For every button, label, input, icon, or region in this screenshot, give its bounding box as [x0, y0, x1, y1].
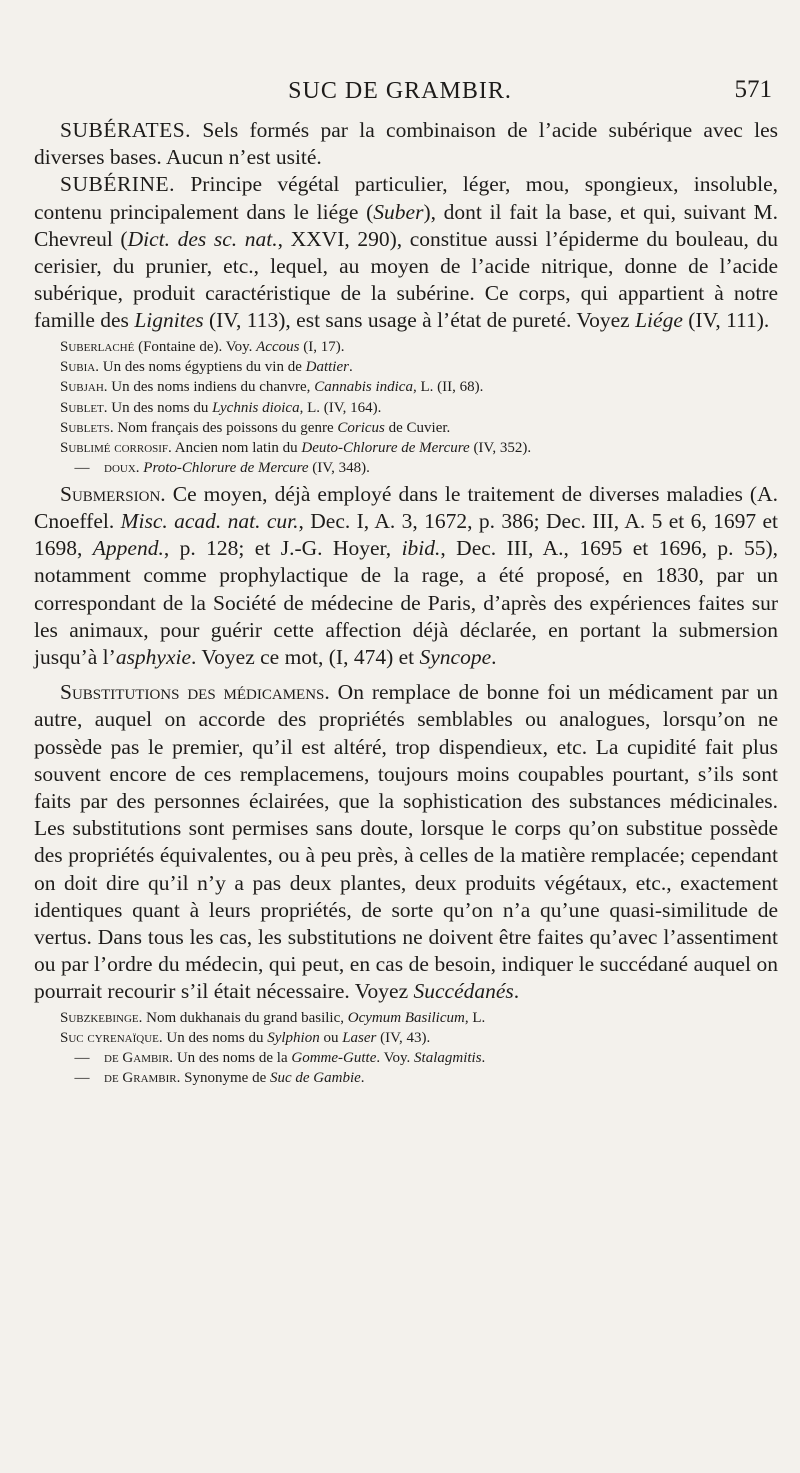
entry-text: ), dont il fait la base, et qui, suivant M. Chevreul ( [34, 199, 778, 251]
ditto-dash: — [74, 1050, 90, 1067]
entry-ref: Coricus [337, 419, 385, 436]
entry-text: (Fontaine de). Voy. [134, 338, 257, 355]
entry-substitutions [34, 679, 778, 1005]
entry-ref: Cannabis indica [314, 379, 413, 396]
entry-text: , XXVI, 290), constitue aussi l’épiderme du bouleau, du cerisier, du prunier, etc., lequel, au moyen de l’acide nitrique, donne de l’acide subérique, produit caractéristique de la subérine. Ce corps, qui appartient à notre famille des [34, 226, 779, 333]
entry-term: de Grambir. [104, 1070, 181, 1087]
entry-text: (IV, 352). [469, 440, 532, 457]
page-number: 571 [734, 76, 772, 103]
entry-text: . Voyez ce mot, (I, 474) et [191, 644, 420, 669]
entry-text: (IV, 111). [682, 308, 770, 333]
entry-suc-grambir [34, 1068, 778, 1088]
entry-text: (IV, 43). [376, 1029, 431, 1046]
ref-liege: Liége [635, 308, 683, 333]
entry-text: Un des noms du [162, 1029, 268, 1046]
entry-term: SUBÉRINE. [60, 172, 175, 197]
entry-text: Synonyme de [180, 1070, 270, 1087]
entry-sublets [34, 418, 778, 438]
entry-sublet [34, 398, 778, 418]
entry-text: . [491, 644, 497, 669]
entry-term: Subia. [60, 358, 99, 375]
entry-term: SUBÉRATES. [60, 118, 192, 142]
entry-ref: Stalagmitis [414, 1050, 482, 1067]
page-body [34, 117, 778, 1089]
entry-text: Ancien nom latin du [171, 440, 302, 457]
entry-text: Sels formés par la combinaison de l’acide subérique avec les diverses bases. Aucun n’est usité. [34, 118, 778, 170]
entry-subia [34, 357, 778, 377]
entry-text: , Dec. I, A. 3, 1672, p. 386; Dec. III, A. 5 et 6, 1697 et 1698, [34, 508, 778, 561]
entry-term: Submersion. [60, 481, 166, 506]
entry-text: Un des noms du [107, 399, 213, 416]
entry-text: . [348, 358, 353, 375]
entry-term: Subzkebinge. [60, 1009, 143, 1026]
entry-ref: Proto-Chlorure de Mercure [143, 460, 309, 477]
entry-text: Un des noms égyptiens du vin de [98, 358, 306, 375]
entry-ref: Sylphion [267, 1029, 320, 1046]
entry-text: Nom français des poissons du genre [113, 419, 338, 436]
entry-text: Principe végétal particulier, léger, mou, spongieux, insoluble, contenu principalement dans le liége ( [34, 172, 778, 224]
entry-text: . [513, 979, 520, 1004]
entry-text: . Voy. [376, 1050, 415, 1067]
ditto-dash: — [74, 1070, 90, 1087]
entry-ref: Laser [342, 1029, 377, 1046]
entry-subzkebinge [34, 1008, 778, 1028]
minor-entries-2 [34, 1008, 778, 1089]
entry-text: On remplace de bonne foi un médicament par un autre, auquel on accorde des propriétés semblables ou analogues, lorsqu’on ne possède pas le premier, qu’il est altéré, trop dispendieux, etc. La cupidité fait plus souvent encore de ces remplacemens, toujours moins coupables pourtant, s’ils sont faits par des personnes éclairées, que la sophistication des substances médicinales. Les substitutions sont permises sans doute, lorsque le corps qu’on substitue possède des propriétés équivalentes, ou à peu près, à celles de la matière remplacée; cependant on doit dire qu’il n’y a pas deux plantes, deux produits végétaux, etc., exactement identiques quant à leurs propriétés, de sorte qu’on n’a qu’une quasi-similitude de vertus. Dans tous les cas, les substitutions ne doivent être faites qu’avec l’assentiment ou par l’ordre du médecin, qui peut, en cas de besoin, indiquer le succédané auquel on pourrait recourir s’il était nécessaire. Voyez [34, 680, 778, 1004]
entry-text: , L. [464, 1009, 486, 1026]
entry-text: (IV, 348). [308, 460, 370, 477]
entry-ref: Suc de Gambie [269, 1070, 361, 1087]
entry-suberine [34, 171, 778, 334]
entry-term: Substitutions des médicamens. [60, 680, 330, 705]
entry-term: Suc cyrenaïque. [60, 1029, 163, 1046]
entry-text: , L. (IV, 164). [299, 399, 382, 416]
ditto-dash: — [74, 460, 90, 477]
entry-text: Un des noms indiens du chanvre, [107, 379, 315, 396]
ref-misc: Misc. acad. nat. cur. [120, 508, 299, 533]
entry-text: , L. (II, 68). [412, 379, 484, 396]
entry-ref: Dattier [305, 358, 349, 375]
entry-sublime-doux [34, 458, 778, 478]
entry-term: Sublet. [60, 399, 108, 416]
entry-text: Un des noms de la [173, 1050, 292, 1067]
entry-text: , p. 128; et J.-G. Hoyer, [163, 536, 402, 561]
entry-term: Sublets. [60, 419, 114, 436]
entry-term: doux. [104, 460, 140, 477]
ref-append: Append. [92, 536, 164, 561]
ref-dict: Dict. des sc. nat. [127, 226, 278, 251]
entry-ref: Deuto-Chlorure de Mercure [301, 440, 470, 457]
ref-syncope: Syncope [419, 644, 492, 669]
entry-ref: Ocymum Basilicum [347, 1009, 465, 1026]
entry-term: de Gambir. [104, 1050, 174, 1067]
entry-suberates [34, 117, 778, 171]
entry-ref: Accous [256, 338, 300, 355]
running-head: SUC DE GRAMBIR. [288, 78, 512, 104]
entry-text: (IV, 113), est sans usage à l’état de pureté. Voyez [203, 308, 636, 333]
ref-asphyxie: asphyxie [115, 644, 192, 669]
entry-term: Suberlaché [60, 338, 135, 355]
minor-entries-1 [34, 337, 778, 479]
ref-succedanes: Succédanés [413, 979, 514, 1004]
entry-text: . [481, 1050, 486, 1067]
page-header [0, 76, 800, 112]
entry-ref: Gomme-Gutte [291, 1050, 377, 1067]
entry-suc-cyrenaique [34, 1028, 778, 1048]
entry-ref: Lychnis dioica [212, 399, 300, 416]
entry-submersion [34, 481, 778, 671]
entry-text: , Dec. III, A., 1695 et 1696, p. 55), notamment comme prophylactique de la rage, a été proposé, en 1830, par un correspondant de la Société de médecine de Paris, d’après des expériences faites sur les animaux, pour guérir cette affection déjà déclarée, en portant la submersion jusqu’à l’ [34, 536, 778, 669]
entry-term: Sublimé corrosif. [60, 440, 172, 457]
entry-term: Subjah. [60, 379, 108, 396]
entry-text: . [360, 1070, 365, 1087]
entry-sublime-corrosif [34, 438, 778, 458]
entry-text: Ce moyen, déjà employé dans le traitement de diverses maladies (A. Cnoeffel. [34, 481, 778, 533]
ref-suber: Suber [373, 199, 424, 224]
entry-text: de Cuvier. [384, 419, 451, 436]
ref-ibid: ibid. [401, 536, 441, 561]
entry-suberlache [34, 337, 778, 357]
entry-text: (I, 17). [299, 338, 345, 355]
entry-subjah [34, 377, 778, 397]
entry-suc-gambir [34, 1048, 778, 1068]
entry-text: ou [319, 1029, 343, 1046]
entry-text: Nom dukhanais du grand basilic, [142, 1009, 348, 1026]
ref-lignites: Lignites [134, 308, 204, 333]
